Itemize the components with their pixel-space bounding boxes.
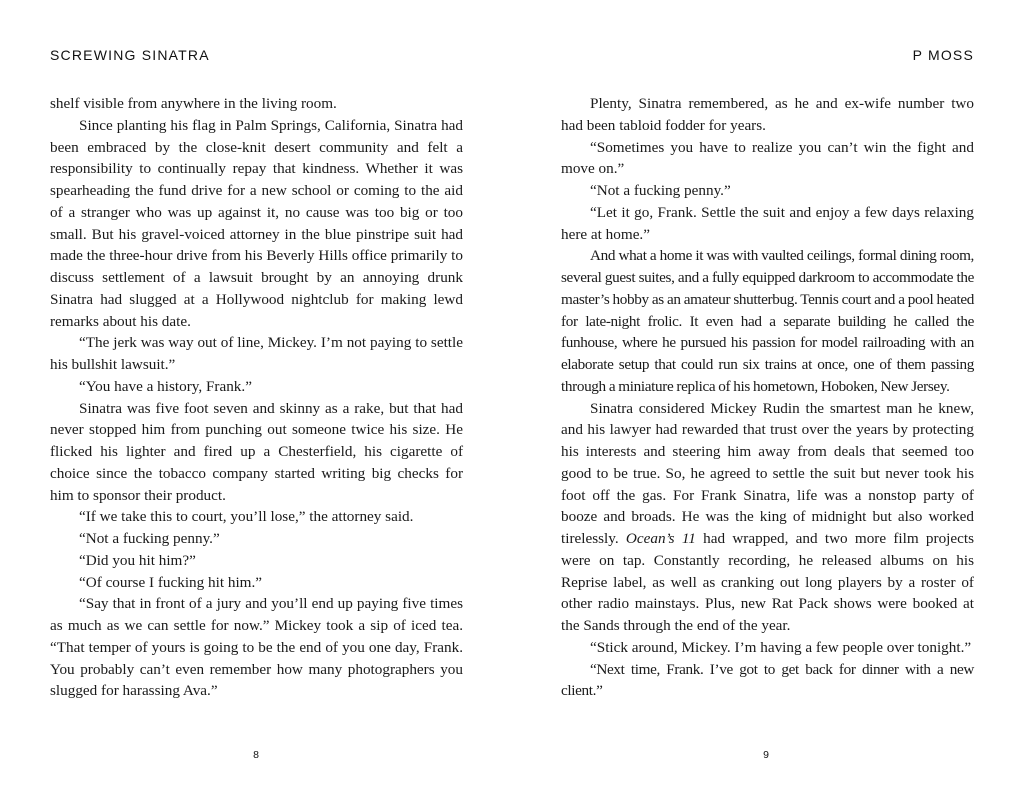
paragraph: “Not a fucking penny.”	[79, 530, 220, 547]
paragraph: “Did you hit him?”	[79, 551, 196, 569]
paragraph: “Of course I fucking hit him.”	[79, 573, 263, 591]
page-number: 8	[253, 749, 259, 761]
running-head-book-title: SCREWING SINATRA	[50, 47, 210, 63]
paragraph: “Sometimes you have to realize you can’t win the fight and move on.”	[561, 138, 974, 178]
paragraph: “If we take this to court, you’ll lose,” the attorney said.	[79, 508, 414, 526]
paragraph: shelf visible from anywhere in the living room.	[50, 95, 337, 112]
paragraph: “Say that in front of a jury and you’ll end up paying five times as much as we can settle for now.” Mickey took a sip of iced tea. “That temper of yours is going to be the end of you one day, Frank. You probably can’t even remember how many photographers you slugged for harassing Ava.”	[50, 595, 463, 700]
paragraph: “You have a history, Frank.”	[79, 377, 252, 395]
film-title: Ocean’s 11	[625, 530, 696, 547]
paragraph: Sinatra was five foot seven and skinny as a rake, but that had never stopped him from punching out someone twice his size. He flicked his lighter and fired up a Chesterfield, his cigarette of choice since the tobacco company started writing big checks for him to sponsor their product.	[50, 399, 463, 504]
paragraph	[561, 398, 974, 637]
paragraph: “Stick around, Mickey. I’m having a few people over tonight.”	[590, 638, 972, 656]
left-body-text	[50, 93, 463, 702]
paragraph-text: had wrapped, and two more film projects were on tap. Constantly recording, he released albums on his Reprise label, as well as cranking out long players by a roster of other radio mainstays. Plus, new Rat Pack shows were booked at the Sands through the end of the year.	[561, 530, 974, 634]
right-body-text	[561, 93, 974, 702]
paragraph: “Not a fucking penny.”	[590, 182, 731, 199]
paragraph: “Next time, Frank. I’ve got to get back for dinner with a new client.”	[561, 660, 974, 700]
paragraph: Since planting his flag in Palm Springs, California, Sinatra had been embraced by the close-knit desert community and felt a responsibility to continually repay that kindness. Whether it was spearheading the fund drive for a new school or coming to the aid of a stranger who was up against it, no cause was too big or too small. But his gravel-voiced attorney in the blue pinstripe suit had made the three-hour drive from his Beverly Hills office primarily to discuss settlement of a lawsuit brought by an annoying drunk Sinatra had slugged at a Hollywood nightclub for making lewd remarks about his date.	[50, 116, 463, 330]
running-head-author: P MOSS	[912, 47, 974, 63]
right-page	[512, 0, 1024, 788]
paragraph: “The jerk was way out of line, Mickey. I’m not paying to settle his bullshit lawsuit.”	[50, 334, 463, 373]
paragraph: And what a home it was with vaulted ceilings, formal dining room, several guest suites, and a fully equipped darkroom to accommodate the master’s hobby as an amateur shutterbug. Tennis court and a pool heated for late-night frolic. It even had a separate building he called the funhouse, where he pursued his passion for model railroading with an elaborate setup that could run six trains at once, one of them passing through a miniature replica of his hometown, Hoboken, New Jersey.	[561, 247, 974, 395]
paragraph-text: Sinatra considered Mickey Rudin the smartest man he knew, and his lawyer had rewarded that trust over the years by protecting his interests and steering him away from deals that seemed too good to be true. So, he agreed to settle the suit but never took his foot off the gas. For Frank Sinatra, life was a nonstop party of booze and broads. He was the king of midnight but also worked tirelessly.	[561, 399, 974, 547]
paragraph: “Let it go, Frank. Settle the suit and enjoy a few days relaxing here at home.”	[561, 203, 974, 243]
page-number: 9	[763, 749, 769, 761]
paragraph: Plenty, Sinatra remembered, as he and ex-wife number two had been tabloid fodder for years.	[561, 95, 974, 134]
